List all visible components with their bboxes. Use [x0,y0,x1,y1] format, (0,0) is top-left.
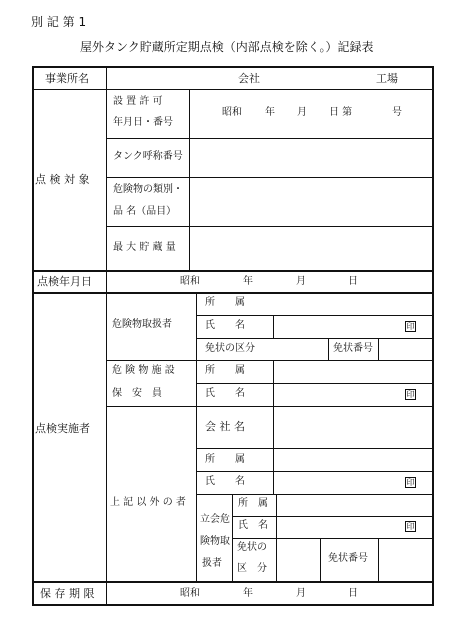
witness-license-type-line1: 免状の [237,542,267,553]
record-table [32,66,434,606]
retention-label: 保 存 期 限 [40,587,95,600]
permit-label-line2: 年月日・番号 [113,117,173,128]
handler-license-no-label: 免状番号 [333,343,373,354]
witness-label-line2: 険物取 [200,536,230,547]
hazard-class-label-line1: 危険物の類別・ [113,184,183,195]
security-name-label: 氏 名 [205,388,245,399]
row-divider [32,270,434,272]
row-divider [196,315,434,316]
permit-month: 月 [297,107,307,118]
column-divider [378,338,379,360]
permit-day-no: 日 第 [329,107,353,118]
column-divider [273,448,274,494]
tank-name-label: タンク呼称番号 [113,151,183,162]
business-name-label: 事業所名 [45,72,89,85]
retention-day: 日 [348,588,358,599]
column-divider [273,360,274,406]
column-divider [273,406,274,448]
form-title: 屋外タンク貯蔵所定期点検（内部点検を除く。）記録表 [80,40,374,54]
other-person-label: 上 記 以 外 の 者 [110,497,186,508]
row-divider [106,360,434,361]
permit-label-line1: 設 置 許 可 [113,96,163,107]
annex-label: 別 記 第 1 [31,15,87,29]
inspection-target-label: 点 検 対 象 [35,173,90,186]
row-divider [32,581,434,583]
handler-label: 危険物取扱者 [112,319,172,330]
inspection-date-label: 点検年月日 [37,275,92,288]
permit-era: 昭和 [222,107,242,118]
permit-year: 年 [265,107,275,118]
row-divider [196,383,434,384]
other-affiliation-label: 所 属 [205,454,245,465]
max-storage-label: 最 大 貯 蔵 量 [113,242,176,253]
retention-era: 昭和 [180,588,200,599]
column-divider [106,66,107,606]
witness-license-type-line2: 区 分 [237,563,267,574]
row-divider [232,538,434,539]
witness-label-line1: 立会危 [200,514,230,525]
row-divider [106,138,434,139]
company-suffix: 会社 [238,72,260,85]
witness-label-line3: 扱者 [202,558,222,569]
row-divider [106,177,434,178]
other-name-label: 氏 名 [205,476,245,487]
permit-number: 号 [392,107,402,118]
column-divider [273,315,274,338]
column-divider [320,538,321,581]
hazard-class-label-line2: 品 名（品目） [113,206,177,217]
row-divider [32,89,434,90]
handler-affiliation-label: 所 属 [205,297,245,308]
column-divider [232,494,233,581]
row-divider [196,338,434,339]
row-divider [232,516,434,517]
inspection-date-year: 年 [243,276,253,287]
witness-license-no-label: 免状番号 [328,553,368,564]
column-divider [276,494,277,581]
security-affiliation-label: 所 属 [205,365,245,376]
column-divider [378,538,379,581]
retention-year: 年 [243,588,253,599]
seal-icon: 印 [406,322,415,331]
handler-license-type-label: 免状の区分 [205,343,255,354]
inspector-label: 点検実施者 [35,422,90,435]
retention-month: 月 [296,588,306,599]
inspection-date-month: 月 [296,276,306,287]
handler-name-label: 氏 名 [205,320,245,331]
row-divider [196,448,434,449]
row-divider [32,292,434,294]
column-divider [189,89,190,270]
seal-icon: 印 [406,478,415,487]
column-divider [328,338,329,360]
other-company-label: 会 社 名 [205,420,245,433]
row-divider [196,471,434,472]
row-divider [106,226,434,227]
inspection-date-era: 昭和 [180,276,200,287]
seal-icon: 印 [406,390,415,399]
witness-name-label: 氏 名 [238,520,268,531]
security-label-line1: 危 険 物 施 設 [112,365,175,376]
security-label-line2: 保 安 員 [112,388,162,399]
column-divider [196,292,197,581]
inspection-date-day: 日 [348,276,358,287]
witness-affiliation-label: 所 属 [238,498,268,509]
factory-suffix: 工場 [376,72,398,85]
seal-icon: 印 [406,522,415,531]
row-divider [106,406,434,407]
